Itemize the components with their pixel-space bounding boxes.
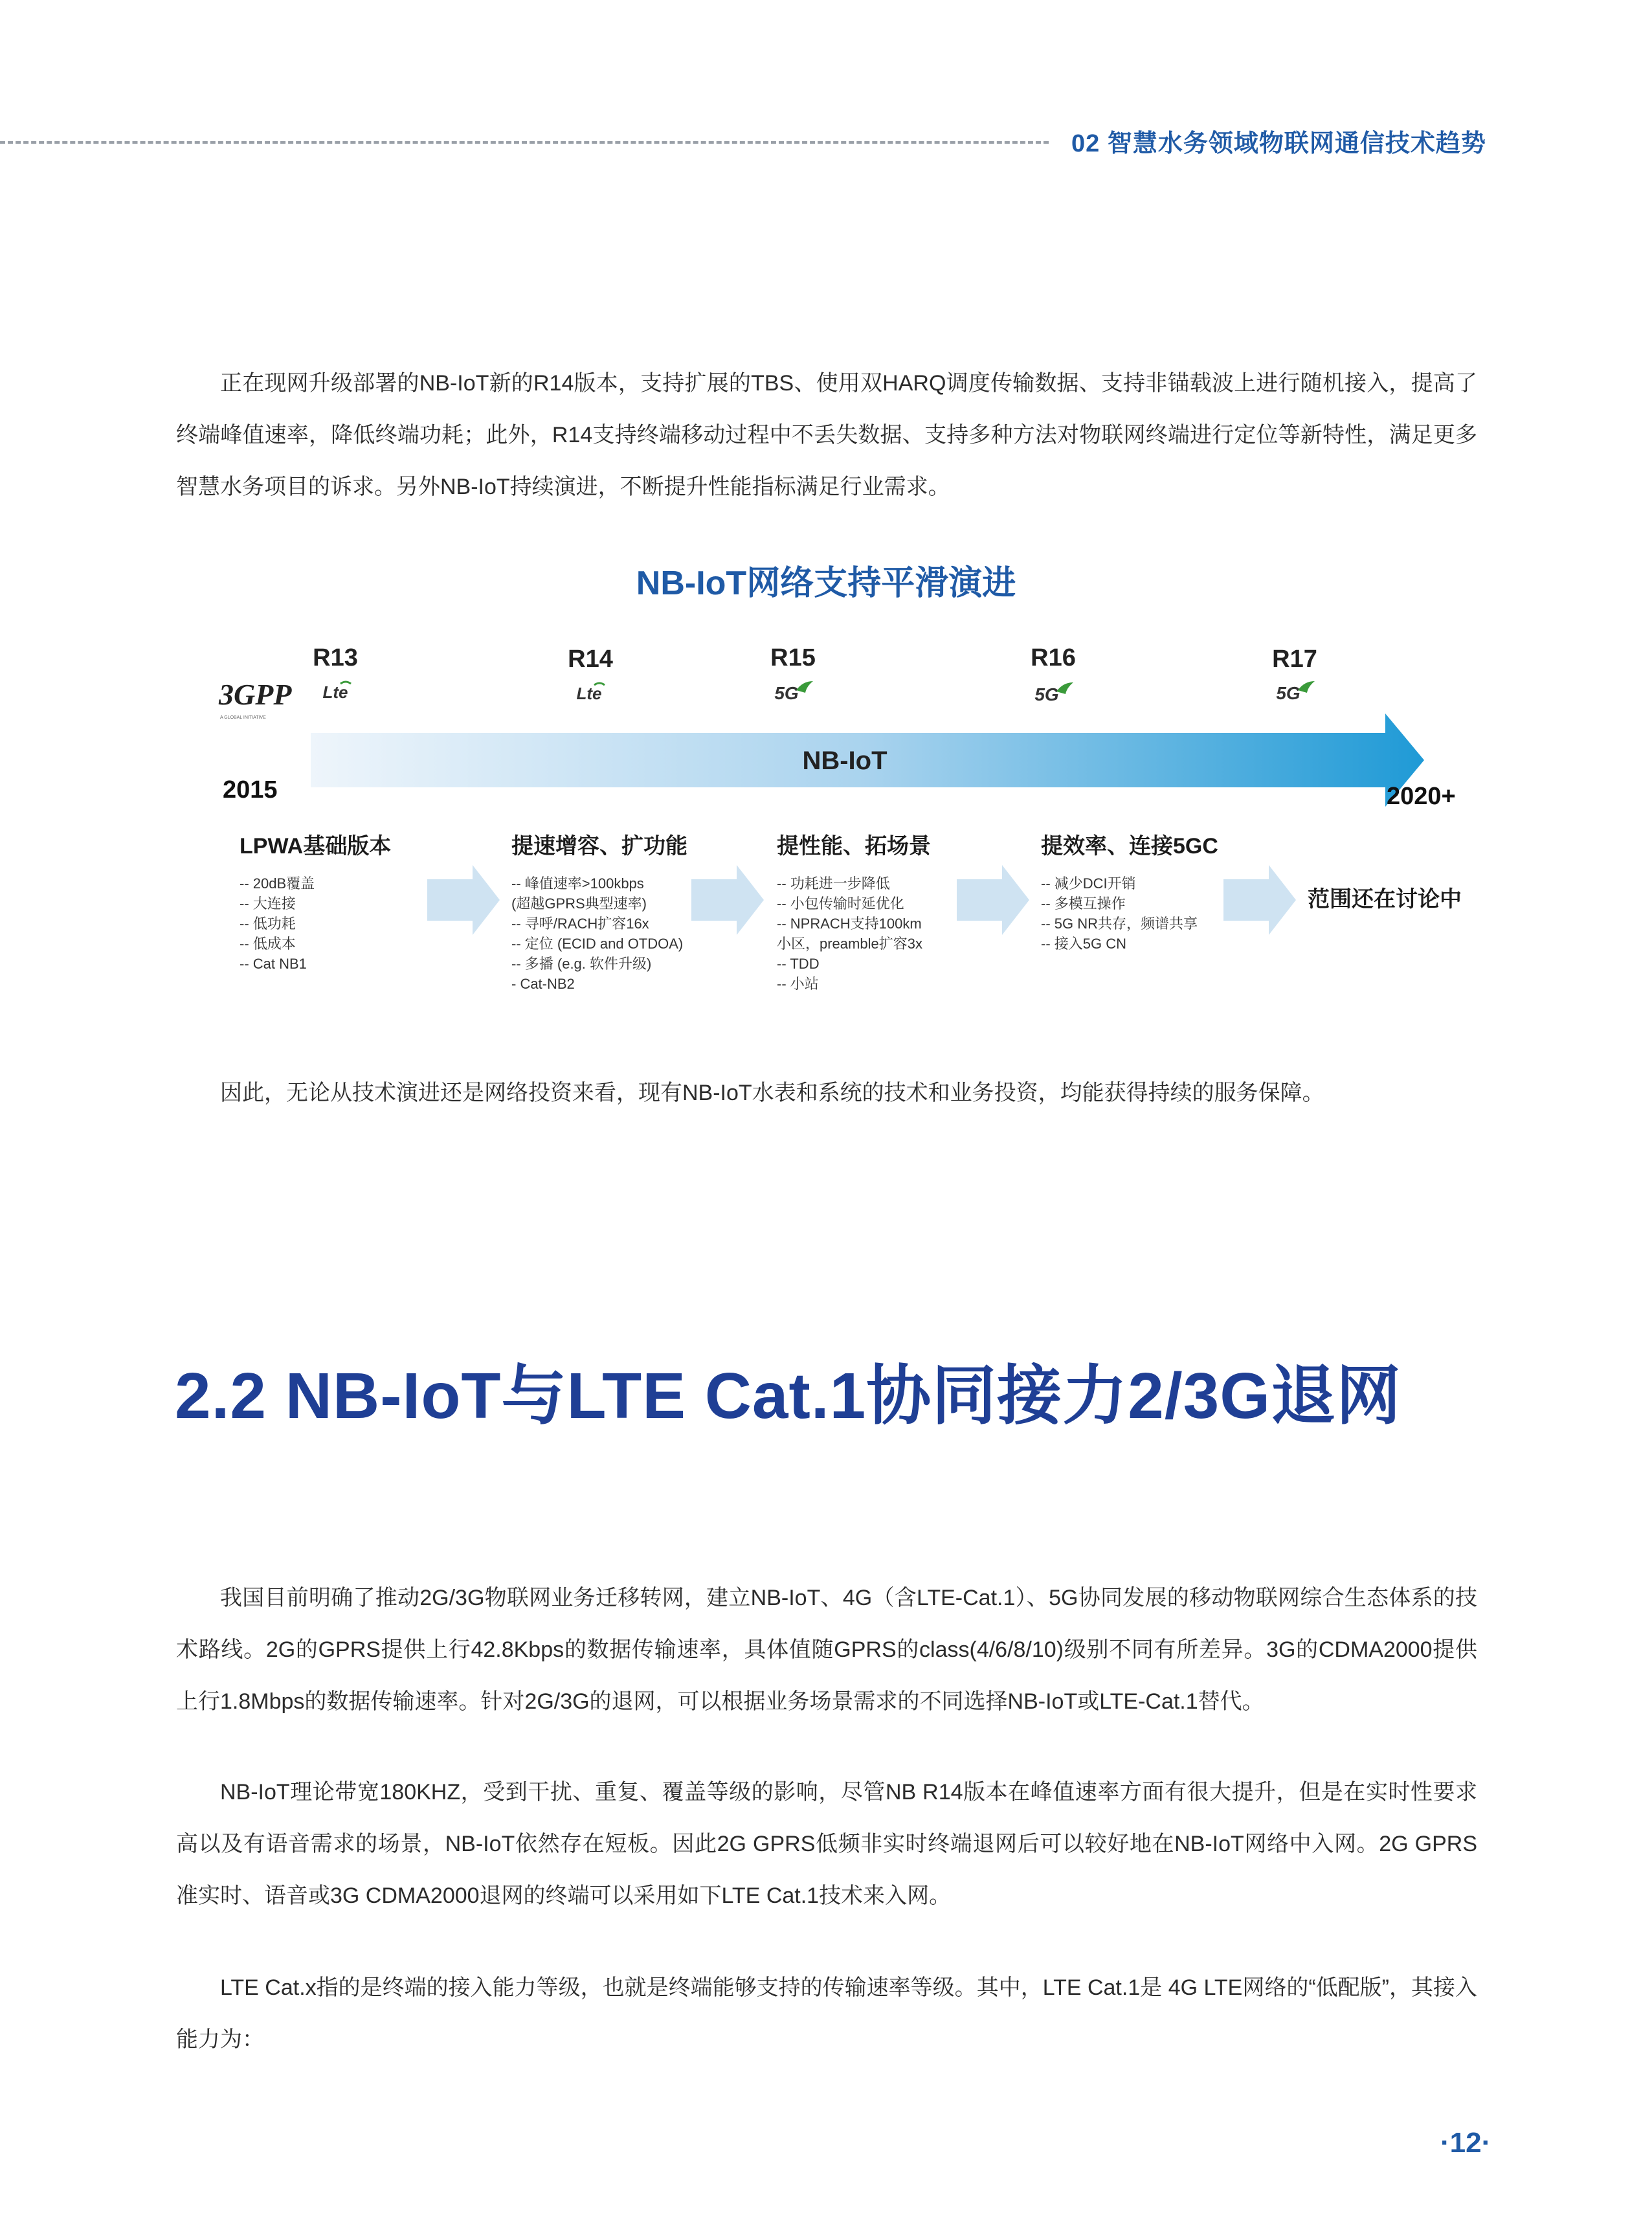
svg-text:5G: 5G (774, 683, 799, 703)
5g-badge-icon (774, 681, 813, 703)
page-number: ·12· (1440, 2127, 1491, 2159)
svg-text:范围还在讨论中: 范围还在讨论中 (1308, 887, 1462, 912)
release-label: R17 (1272, 646, 1317, 673)
svg-text:Lte: Lte (322, 682, 348, 702)
svg-text:-- 大连接: -- 大连接 (240, 895, 296, 912)
release-label: R15 (770, 644, 816, 671)
svg-text:Lte: Lte (576, 684, 602, 703)
nb-iot-evolution-timeline (214, 628, 1476, 1017)
stage-chevron-4 (1223, 865, 1296, 935)
svg-text:NB-IoT: NB-IoT (802, 747, 887, 775)
3gpp-logo (218, 678, 292, 720)
svg-text:提性能、拓场景: 提性能、拓场景 (777, 834, 931, 859)
svg-text:提效率、连接5GC: 提效率、连接5GC (1041, 834, 1218, 859)
5g-badge-icon (1034, 682, 1073, 704)
release-r16 (1031, 644, 1076, 704)
svg-text:-- 峰值速率>100kbps: -- 峰值速率>100kbps (511, 875, 644, 892)
paragraph-investment-conclusion: 因此，无论从技术演进还是网络投资来看，现有NB-IoT水表和系统的技术和业务投资，均能获得持续的服务保障。 (220, 1081, 1324, 1105)
stage-performance (777, 833, 931, 992)
svg-text:小区，preamble扩容3x: 小区，preamble扩容3x (777, 936, 922, 952)
stage-under-discussion (1308, 887, 1462, 912)
stage-lpwa-base (240, 834, 391, 972)
svg-text:(超越GPRS典型速率): (超越GPRS典型速率) (511, 895, 647, 912)
release-r15 (770, 644, 816, 703)
svg-text:-- 5G NR共存，频谱共享: -- 5G NR共存，频谱共享 (1041, 916, 1198, 932)
svg-text:-- 寻呼/RACH扩容16x: -- 寻呼/RACH扩容16x (511, 916, 649, 932)
release-label: R13 (313, 644, 358, 671)
lte-badge-icon (323, 682, 352, 702)
svg-text:-- 多播 (e.g. 软件升级): -- 多播 (e.g. 软件升级) (511, 956, 652, 972)
year-end-label: 2020+ (1387, 783, 1456, 810)
svg-text:- Cat-NB2: - Cat-NB2 (511, 976, 575, 992)
svg-text:LPWA基础版本: LPWA基础版本 (240, 834, 392, 859)
svg-text:3GPP: 3GPP (219, 678, 292, 711)
release-r13 (313, 644, 358, 702)
svg-text:A GLOBAL INITIATIVE: A GLOBAL INITIATIVE (220, 715, 266, 720)
svg-text:5G: 5G (1276, 683, 1300, 703)
release-r17 (1272, 646, 1317, 703)
release-r14 (568, 646, 613, 703)
release-label: R14 (568, 646, 613, 673)
year-start-label: 2015 (223, 776, 278, 804)
svg-text:-- 小站: -- 小站 (777, 976, 819, 992)
svg-text:-- TDD: -- TDD (777, 956, 820, 972)
svg-text:-- 20dB覆盖: -- 20dB覆盖 (240, 875, 315, 892)
paragraph-lte-cat1: LTE Cat.x指的是终端的接入能力等级，也就是终端能够支持的传输速率等级。其中，LTE Cat.1是 4G LTE网络的“低配版”，其接入能力为： (176, 1975, 1477, 2052)
svg-text:-- 接入5G CN: -- 接入5G CN (1041, 936, 1127, 952)
stage-chevron-2 (691, 865, 764, 935)
svg-text:-- 减少DCI开销: -- 减少DCI开销 (1041, 875, 1136, 892)
svg-text:-- 功耗进一步降低: -- 功耗进一步降低 (777, 875, 890, 892)
svg-text:提速增容、扩功能: 提速增容、扩功能 (511, 834, 687, 859)
svg-text:-- 小包传输时延优化: -- 小包传输时延优化 (777, 895, 904, 912)
5g-badge-icon (1276, 681, 1315, 703)
stage-chevron-1 (427, 865, 500, 935)
svg-text:-- NPRACH支持100km: -- NPRACH支持100km (777, 916, 922, 932)
paragraph-r14-features: 正在现网升级部署的NB-IoT新的R14版本，支持扩展的TBS、使用双HARQ调度传输数据、支持非锚载波上进行随机接入，提高了终端峰值速率，降低终端功耗；此外，R14支持终端移动过程中不丢失数据、支持多种方法对物联网终端进行定位等新特性，满足更多智慧水务项目的诉求。另外NB-IoT持续演进，不断提升性能指标满足行业需求。 (176, 371, 1477, 499)
stage-speed-capacity (511, 833, 687, 992)
header-title: 02 智慧水务领域物联网通信技术趋势 (1071, 130, 1486, 157)
svg-text:-- 低功耗: -- 低功耗 (240, 916, 296, 932)
svg-text:-- 低成本: -- 低成本 (240, 936, 296, 952)
paragraph-nb-iot-bandwidth: NB-IoT理论带宽180KHZ，受到干扰、重复、覆盖等级的影响，尽管NB R14版本在峰值速率方面有很大提升，但是在实时性要求高以及有语音需求的场景，NB-IoT依然存在短板。因此2G GPRS低频非实时终端退网后可以较好地在NB-IoT网络中入网。2G GPRS准实时、语音或3G CDMA2000退网的终端可以采用如下LTE Cat.1技术来入网。 (176, 1780, 1477, 1908)
stage-chevron-3 (957, 865, 1029, 935)
release-label: R16 (1031, 644, 1076, 671)
svg-text:-- Cat NB1: -- Cat NB1 (240, 956, 307, 972)
section-heading: 2.2 NB-IoT与LTE Cat.1协同接力2/3G退网 (175, 1360, 1402, 1432)
svg-text:-- 多模互操作: -- 多模互操作 (1041, 895, 1126, 912)
header-dashed-rule (0, 141, 1049, 144)
stage-efficiency-5gc (1041, 834, 1218, 952)
lte-badge-icon (577, 683, 605, 703)
nb-iot-arrow (311, 714, 1424, 807)
figure-title: NB-IoT网络支持平滑演进 (636, 565, 1016, 602)
svg-text:-- 定位 (ECID and OTDOA): -- 定位 (ECID and OTDOA) (511, 936, 684, 952)
svg-text:5G: 5G (1034, 684, 1059, 704)
paragraph-2g3g-migration: 我国目前明确了推动2G/3G物联网业务迁移转网，建立NB-IoT、4G（含LTE-Cat.1）、5G协同发展的移动物联网综合生态体系的技术路线。2G的GPRS提供上行42.8Kbps的数据传输速率，具体值随GPRS的class(4/6/8/10)级别不同有所差异。3G的CDMA2000提供上行1.8Mbps的数据传输速率。针对2G/3G的退网，可以根据业务场景需求的不同选择NB-IoT或LTE-Cat.1替代。 (176, 1586, 1477, 1714)
